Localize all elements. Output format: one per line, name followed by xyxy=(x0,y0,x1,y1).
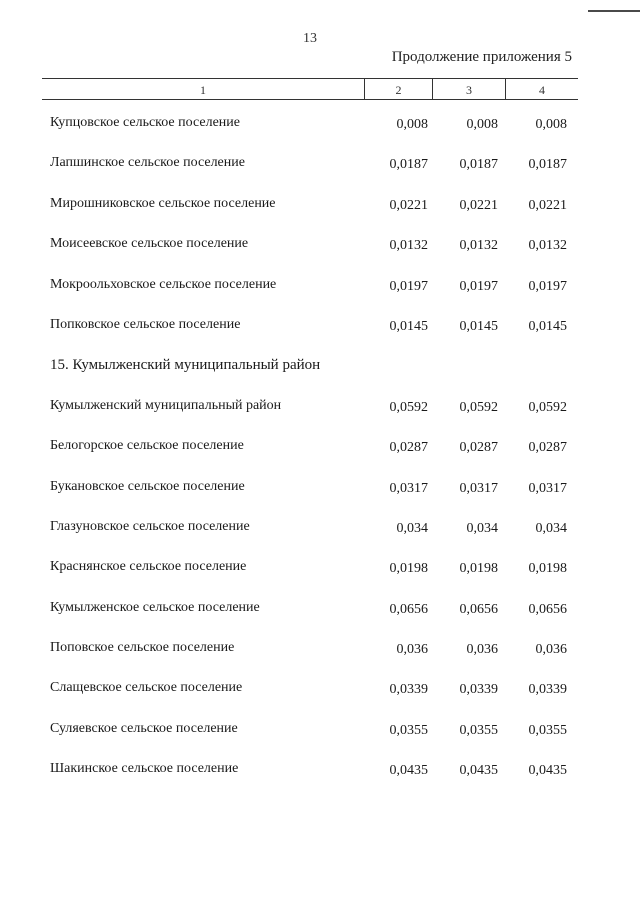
row-name: Слащевское сельское поселение xyxy=(50,680,243,696)
row-value-col-4: 0,0187 xyxy=(528,157,567,173)
row-value-col-2: 0,0287 xyxy=(389,440,428,456)
row-value-col-2: 0,0317 xyxy=(389,480,428,496)
row-value-col-4: 0,036 xyxy=(535,642,567,658)
row-value-col-4: 0,008 xyxy=(535,117,567,132)
row-value-col-3: 0,0187 xyxy=(459,157,498,173)
row-value-col-2: 0,0435 xyxy=(389,763,428,779)
row-name: Мирошниковское сельское поселение xyxy=(50,195,276,211)
row-value-col-2: 0,0187 xyxy=(389,157,428,173)
row-value-col-3: 0,0355 xyxy=(459,722,498,738)
row-name: Мокроольховское сельское поселение xyxy=(50,276,277,292)
row-value-col-4: 0,0145 xyxy=(528,318,567,334)
table-row xyxy=(0,191,640,231)
row-value-col-4: 0,0287 xyxy=(528,440,567,456)
row-value-col-3: 0,0656 xyxy=(459,601,498,617)
row-name: Глазуновское сельское поселение xyxy=(50,518,250,534)
row-value-col-4: 0,0355 xyxy=(528,722,567,738)
row-value-col-2: 0,0198 xyxy=(389,561,428,577)
row-value-col-2: 0,0656 xyxy=(389,601,428,617)
row-value-col-2: 0,0355 xyxy=(389,722,428,738)
row-value-col-4: 0,0317 xyxy=(528,480,567,496)
row-name: Суляевское сельское поселение xyxy=(50,720,238,736)
row-value-col-3: 0,0592 xyxy=(459,399,498,415)
table-row xyxy=(0,272,640,312)
row-value-col-2: 0,0592 xyxy=(389,399,428,415)
header-col-2: 2 xyxy=(395,83,402,97)
row-name: Кумылженский муниципальный район xyxy=(50,397,282,413)
row-value-col-3: 0,0145 xyxy=(459,318,498,334)
row-value-col-4: 0,0198 xyxy=(528,561,567,577)
row-value-col-4: 0,0339 xyxy=(528,682,567,698)
row-name: Краснянское сельское поселение xyxy=(50,559,247,575)
table-row xyxy=(0,433,640,473)
scan-edge-mark xyxy=(588,10,640,12)
table-row xyxy=(0,110,640,150)
row-value-col-3: 0,0287 xyxy=(459,440,498,456)
row-name: Купцовское сельское поселение xyxy=(50,115,240,130)
row-value-col-3: 0,0221 xyxy=(459,197,498,213)
page-number: 13 xyxy=(303,31,317,46)
row-value-col-2: 0,0132 xyxy=(389,238,428,254)
row-name: Белогорское сельское поселение xyxy=(50,438,244,454)
row-value-col-2: 0,0339 xyxy=(389,682,428,698)
table-row xyxy=(0,716,640,756)
table-row xyxy=(0,675,640,715)
row-value-col-2: 0,034 xyxy=(396,520,428,536)
row-value-col-2: 0,0145 xyxy=(389,318,428,334)
table-row xyxy=(0,474,640,514)
row-value-col-2: 0,0197 xyxy=(389,278,428,294)
row-value-col-3: 0,0197 xyxy=(459,278,498,294)
row-value-col-3: 0,034 xyxy=(466,520,498,536)
row-value-col-2: 0,0221 xyxy=(389,197,428,213)
continuation-heading: Продолжение приложения 5 xyxy=(391,49,572,65)
row-value-col-2: 0,036 xyxy=(396,642,428,658)
row-name: Моисеевское сельское поселение xyxy=(50,236,249,252)
row-name: Шакинское сельское поселение xyxy=(50,761,239,777)
row-value-col-3: 0,0132 xyxy=(459,238,498,254)
row-value-col-4: 0,0221 xyxy=(528,197,567,213)
row-value-col-4: 0,034 xyxy=(535,520,567,536)
row-name: Попковское сельское поселение xyxy=(50,316,241,332)
row-value-col-4: 0,0592 xyxy=(528,399,567,415)
row-value-col-3: 0,036 xyxy=(466,642,498,658)
row-value-col-4: 0,0132 xyxy=(528,238,567,254)
table-row xyxy=(0,393,640,433)
section-heading: 15. Кумылженский муниципальный район xyxy=(50,357,321,374)
row-name: Поповское сельское поселение xyxy=(50,640,235,656)
row-name: Лапшинское сельское поселение xyxy=(50,155,245,171)
table-row xyxy=(0,756,640,796)
table-row xyxy=(0,595,640,635)
header-col-4: 4 xyxy=(539,83,545,97)
row-value-col-3: 0,0435 xyxy=(459,763,498,779)
header-col-1: 1 xyxy=(200,83,206,97)
row-value-col-2: 0,008 xyxy=(396,117,428,132)
row-value-col-3: 0,008 xyxy=(466,117,498,132)
row-value-col-3: 0,0339 xyxy=(459,682,498,698)
row-name: Кумылженское сельское поселение xyxy=(50,599,260,615)
table-row xyxy=(0,231,640,271)
section-heading-row xyxy=(0,352,640,392)
table-body xyxy=(0,110,640,797)
row-name: Букановское сельское поселение xyxy=(50,478,245,494)
row-value-col-3: 0,0198 xyxy=(459,561,498,577)
row-value-col-4: 0,0197 xyxy=(528,278,567,294)
row-value-col-4: 0,0435 xyxy=(528,763,567,779)
row-value-col-3: 0,0317 xyxy=(459,480,498,496)
table-row xyxy=(0,312,640,352)
table-row xyxy=(0,514,640,554)
table-row xyxy=(0,150,640,190)
header-col-3: 3 xyxy=(466,83,472,97)
row-value-col-4: 0,0656 xyxy=(528,601,567,617)
table-row xyxy=(0,635,640,675)
table-header xyxy=(42,78,578,100)
table-row xyxy=(0,554,640,594)
